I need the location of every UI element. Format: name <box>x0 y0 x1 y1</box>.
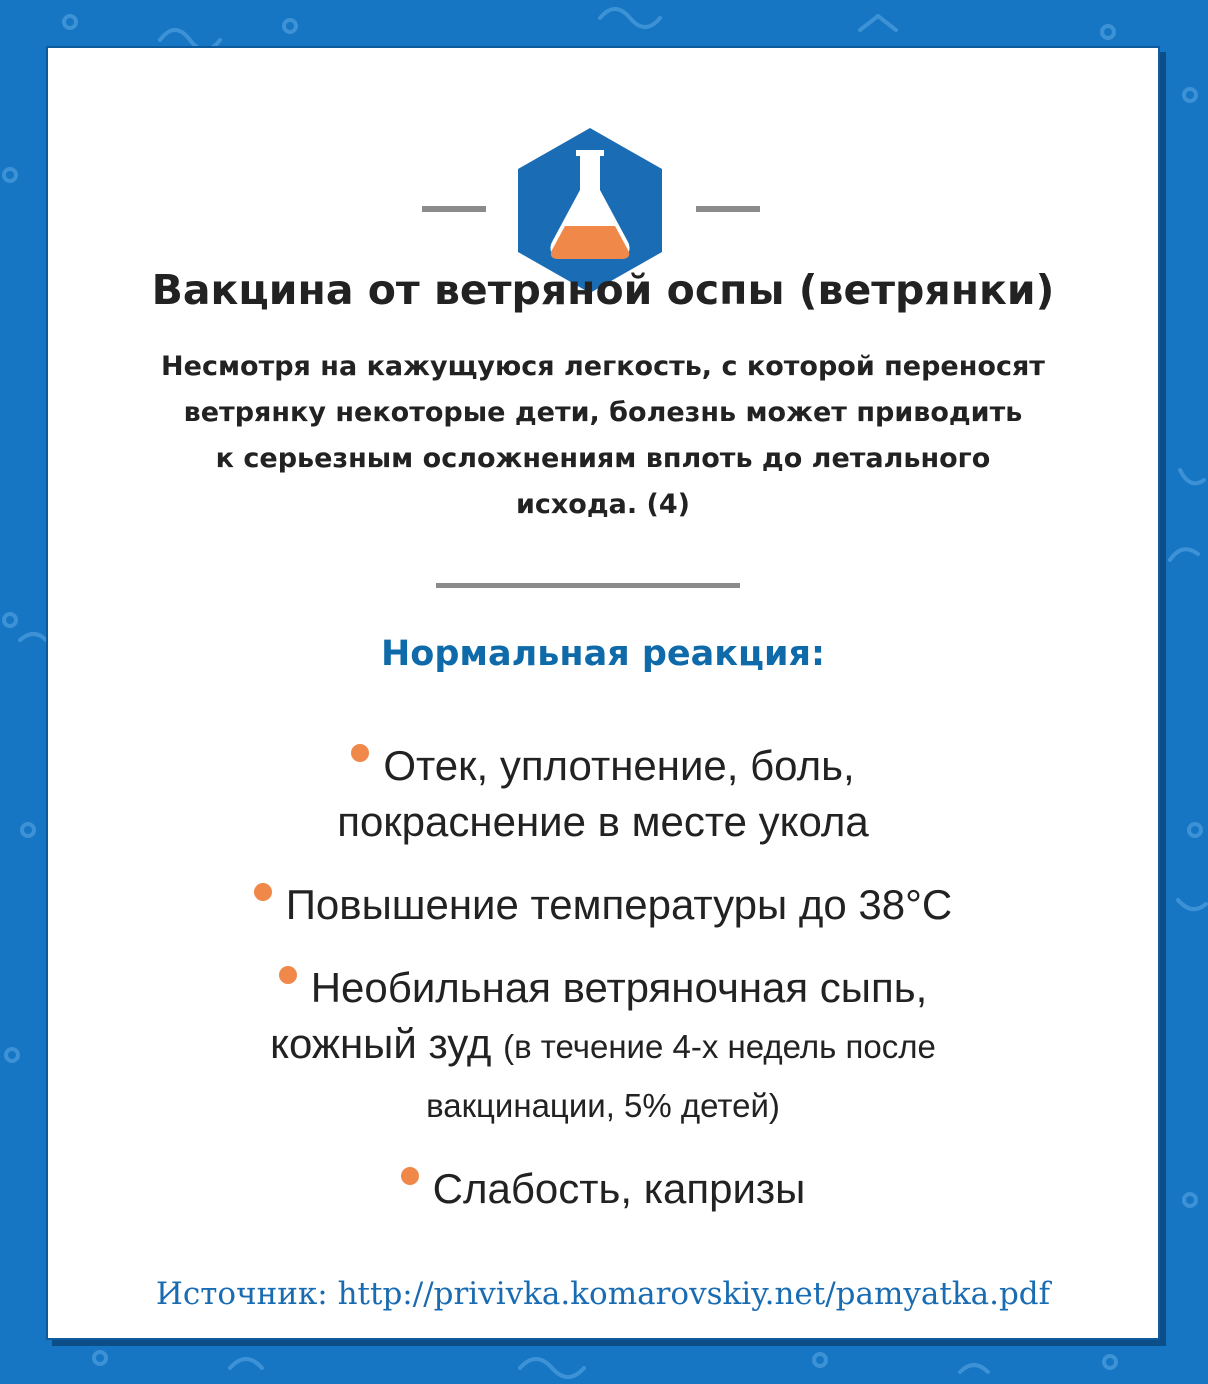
list-item <box>128 738 1078 850</box>
section-divider <box>436 583 740 588</box>
item-text: Повышение температуры до 38°С <box>285 881 953 928</box>
item-note: (в течение 4-х недель после <box>503 1028 936 1065</box>
bullet-dot <box>254 883 272 901</box>
list-item <box>128 877 1078 933</box>
intro-line: ветрянку некоторые дети, болезнь может приводить <box>183 397 1023 428</box>
item-text: покраснение в месте укола <box>337 798 869 845</box>
intro-line: к серьезным осложнениям вплоть до летального <box>215 443 991 474</box>
decorative-line-left <box>422 206 486 212</box>
item-text: Слабость, капризы <box>432 1165 806 1212</box>
intro-line: Несмотря на кажущуюся легкость, с которой переносят <box>161 351 1045 382</box>
item-text: Необильная ветряночная сыпь, <box>310 964 928 1011</box>
item-note: вакцинации, 5% детей) <box>426 1087 780 1124</box>
bullet-dot <box>351 744 369 762</box>
list-item <box>128 960 1078 1134</box>
list-item <box>128 1161 1078 1217</box>
decorative-line-right <box>696 206 760 212</box>
item-text: Отек, уплотнение, боль, <box>383 742 855 789</box>
reaction-list <box>128 738 1078 1217</box>
intro-line: исхода. (4) <box>515 489 691 520</box>
section-heading: Нормальная реакция: <box>381 634 825 674</box>
intro-paragraph <box>88 344 1118 528</box>
item-text: кожный зуд <box>270 1020 492 1067</box>
page-title: Вакцина от ветряной оспы (ветрянки) <box>151 266 1055 314</box>
bullet-dot <box>279 966 297 984</box>
bullet-dot <box>401 1167 419 1185</box>
source-link[interactable]: Источник: http://privivka.komarovskiy.net/pamyatka.pdf <box>155 1276 1051 1312</box>
info-card <box>46 46 1160 1340</box>
